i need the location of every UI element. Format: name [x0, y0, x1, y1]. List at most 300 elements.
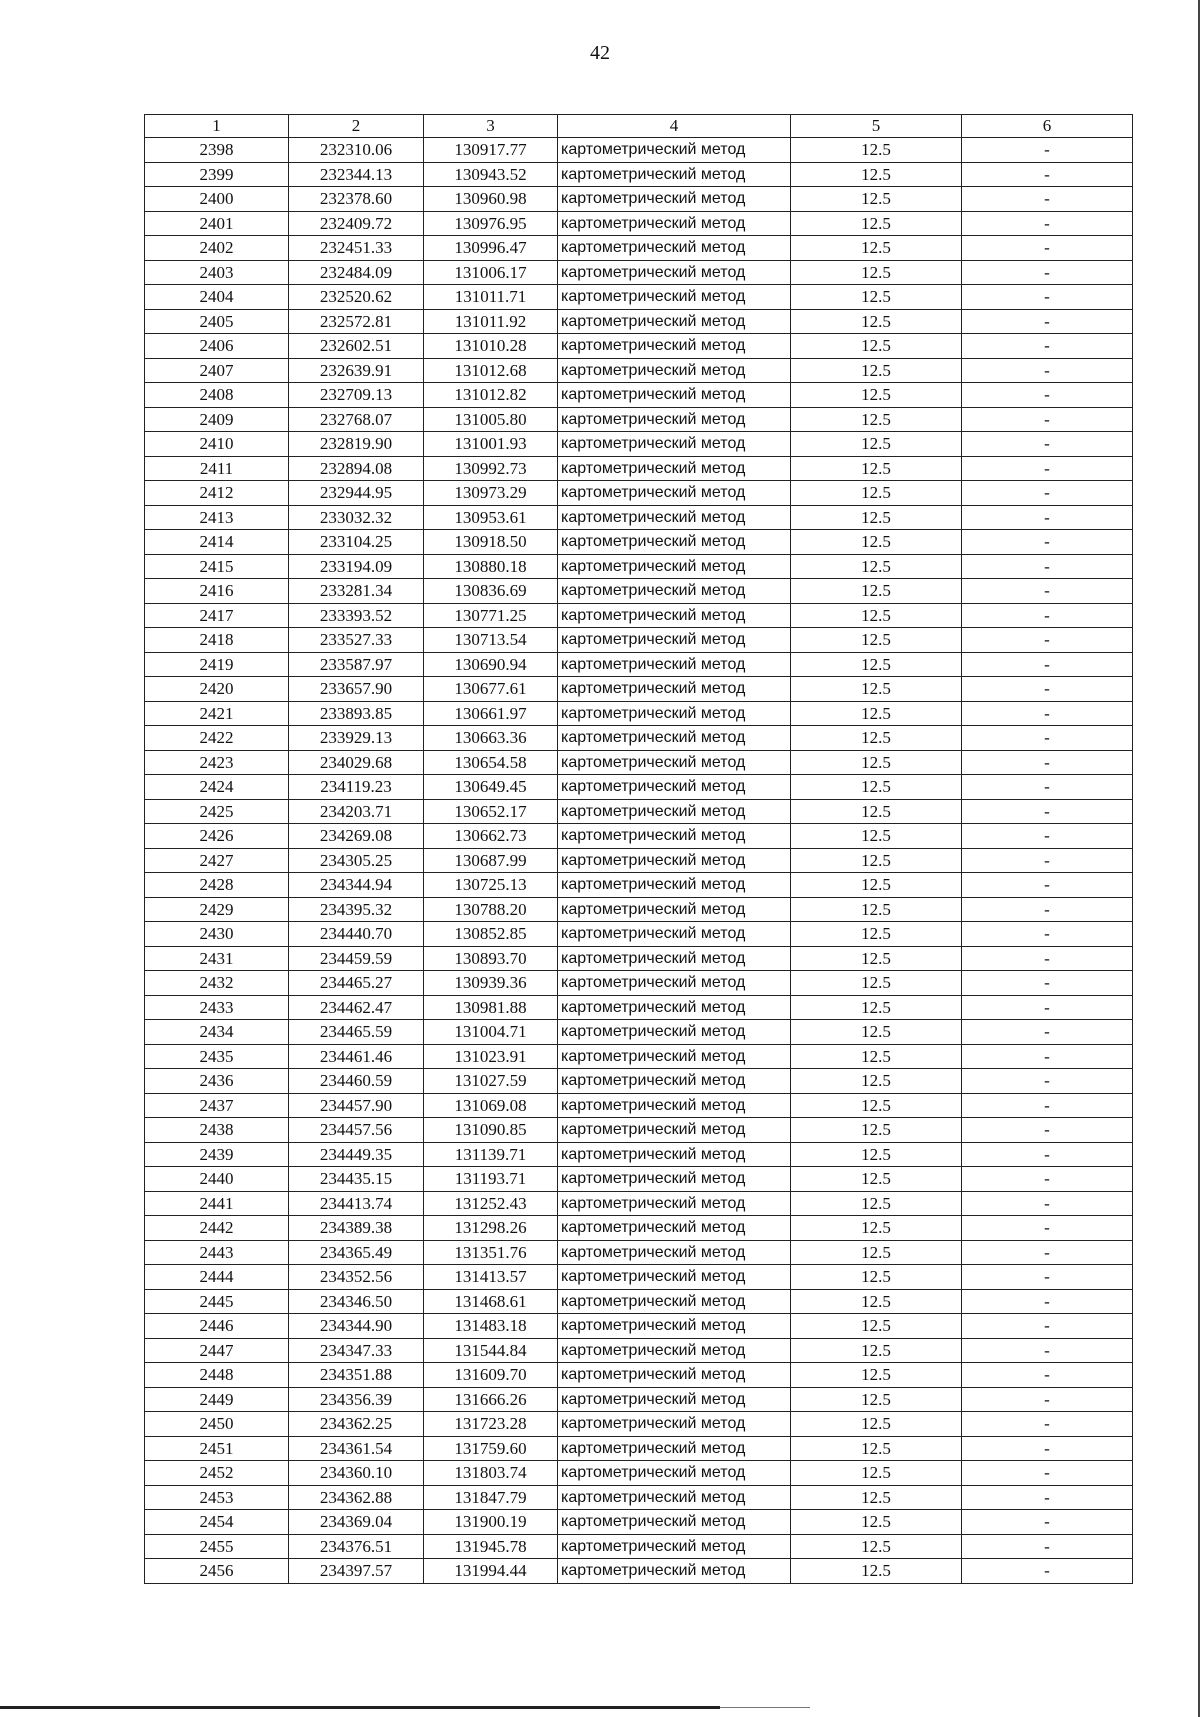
accuracy-cell: 12.5: [791, 775, 962, 800]
x-coordinate-cell: 234413.74: [289, 1191, 424, 1216]
point-number-cell: 2446: [145, 1314, 289, 1339]
x-coordinate-cell: 234362.88: [289, 1485, 424, 1510]
method-cell: картометрический метод: [558, 162, 791, 187]
point-number-cell: 2398: [145, 138, 289, 163]
table-row: [145, 554, 1133, 579]
method-cell: картометрический метод: [558, 579, 791, 604]
y-coordinate-cell: 131012.82: [424, 383, 558, 408]
table-row: [145, 1510, 1133, 1535]
column-header-2: 2: [289, 115, 424, 138]
accuracy-cell: 12.5: [791, 726, 962, 751]
y-coordinate-cell: 130690.94: [424, 652, 558, 677]
table-row: [145, 579, 1133, 604]
x-coordinate-cell: 234457.90: [289, 1093, 424, 1118]
note-cell: -: [962, 775, 1133, 800]
point-number-cell: 2454: [145, 1510, 289, 1535]
table-row: [145, 1044, 1133, 1069]
method-cell: картометрический метод: [558, 726, 791, 751]
point-number-cell: 2426: [145, 824, 289, 849]
accuracy-cell: 12.5: [791, 1559, 962, 1584]
x-coordinate-cell: 234029.68: [289, 750, 424, 775]
note-cell: -: [962, 456, 1133, 481]
method-cell: картометрический метод: [558, 897, 791, 922]
point-number-cell: 2451: [145, 1436, 289, 1461]
table-row: [145, 358, 1133, 383]
note-cell: -: [962, 1069, 1133, 1094]
column-header-5: 5: [791, 115, 962, 138]
x-coordinate-cell: 233657.90: [289, 677, 424, 702]
method-cell: картометрический метод: [558, 750, 791, 775]
point-number-cell: 2419: [145, 652, 289, 677]
method-cell: картометрический метод: [558, 1289, 791, 1314]
accuracy-cell: 12.5: [791, 1020, 962, 1045]
point-number-cell: 2436: [145, 1069, 289, 1094]
table-row: [145, 1167, 1133, 1192]
x-coordinate-cell: 232602.51: [289, 334, 424, 359]
table-row: [145, 138, 1133, 163]
note-cell: -: [962, 530, 1133, 555]
note-cell: -: [962, 1167, 1133, 1192]
point-number-cell: 2444: [145, 1265, 289, 1290]
point-number-cell: 2413: [145, 505, 289, 530]
accuracy-cell: 12.5: [791, 1216, 962, 1241]
note-cell: -: [962, 1338, 1133, 1363]
note-cell: -: [962, 1363, 1133, 1388]
accuracy-cell: 12.5: [791, 1534, 962, 1559]
x-coordinate-cell: 234369.04: [289, 1510, 424, 1535]
x-coordinate-cell: 234449.35: [289, 1142, 424, 1167]
accuracy-cell: 12.5: [791, 285, 962, 310]
table-row: [145, 971, 1133, 996]
table-row: [145, 1436, 1133, 1461]
y-coordinate-cell: 131193.71: [424, 1167, 558, 1192]
note-cell: -: [962, 309, 1133, 334]
x-coordinate-cell: 234347.33: [289, 1338, 424, 1363]
note-cell: -: [962, 1412, 1133, 1437]
accuracy-cell: 12.5: [791, 334, 962, 359]
method-cell: картометрический метод: [558, 1240, 791, 1265]
note-cell: -: [962, 1510, 1133, 1535]
note-cell: -: [962, 358, 1133, 383]
y-coordinate-cell: 131010.28: [424, 334, 558, 359]
y-coordinate-cell: 131413.57: [424, 1265, 558, 1290]
y-coordinate-cell: 130880.18: [424, 554, 558, 579]
y-coordinate-cell: 131945.78: [424, 1534, 558, 1559]
x-coordinate-cell: 234344.90: [289, 1314, 424, 1339]
method-cell: картометрический метод: [558, 334, 791, 359]
accuracy-cell: 12.5: [791, 579, 962, 604]
accuracy-cell: 12.5: [791, 1167, 962, 1192]
accuracy-cell: 12.5: [791, 799, 962, 824]
y-coordinate-cell: 130663.36: [424, 726, 558, 751]
table-row: [145, 236, 1133, 261]
note-cell: -: [962, 799, 1133, 824]
method-cell: картометрический метод: [558, 1093, 791, 1118]
note-cell: -: [962, 1240, 1133, 1265]
point-number-cell: 2442: [145, 1216, 289, 1241]
accuracy-cell: 12.5: [791, 628, 962, 653]
note-cell: -: [962, 162, 1133, 187]
note-cell: -: [962, 1314, 1133, 1339]
accuracy-cell: 12.5: [791, 1093, 962, 1118]
table-row: [145, 309, 1133, 334]
accuracy-cell: 12.5: [791, 1191, 962, 1216]
table-row: [145, 726, 1133, 751]
page-number: 42: [590, 42, 610, 64]
x-coordinate-cell: 232409.72: [289, 211, 424, 236]
x-coordinate-cell: 234344.94: [289, 873, 424, 898]
table-row: [145, 1412, 1133, 1437]
method-cell: картометрический метод: [558, 1534, 791, 1559]
x-coordinate-cell: 234465.27: [289, 971, 424, 996]
x-coordinate-cell: 234356.39: [289, 1387, 424, 1412]
x-coordinate-cell: 234351.88: [289, 1363, 424, 1388]
table-body: [145, 138, 1133, 1584]
table-row: [145, 407, 1133, 432]
y-coordinate-cell: 130893.70: [424, 946, 558, 971]
note-cell: -: [962, 1044, 1133, 1069]
y-coordinate-cell: 131483.18: [424, 1314, 558, 1339]
scan-edge-line-faint: [720, 1707, 810, 1708]
point-number-cell: 2428: [145, 873, 289, 898]
y-coordinate-cell: 130771.25: [424, 603, 558, 628]
point-number-cell: 2456: [145, 1559, 289, 1584]
accuracy-cell: 12.5: [791, 162, 962, 187]
table-row: [145, 1314, 1133, 1339]
table-row: [145, 481, 1133, 506]
column-header-4: 4: [558, 115, 791, 138]
table-row: [145, 1240, 1133, 1265]
table-row: [145, 1265, 1133, 1290]
x-coordinate-cell: 232894.08: [289, 456, 424, 481]
table-row: [145, 848, 1133, 873]
y-coordinate-cell: 130973.29: [424, 481, 558, 506]
accuracy-cell: 12.5: [791, 922, 962, 947]
method-cell: картометрический метод: [558, 187, 791, 212]
method-cell: картометрический метод: [558, 1363, 791, 1388]
y-coordinate-cell: 131847.79: [424, 1485, 558, 1510]
method-cell: картометрический метод: [558, 995, 791, 1020]
method-cell: картометрический метод: [558, 530, 791, 555]
method-cell: картометрический метод: [558, 456, 791, 481]
method-cell: картометрический метод: [558, 432, 791, 457]
table-row: [145, 1191, 1133, 1216]
y-coordinate-cell: 130687.99: [424, 848, 558, 873]
note-cell: -: [962, 481, 1133, 506]
method-cell: картометрический метод: [558, 1167, 791, 1192]
x-coordinate-cell: 232944.95: [289, 481, 424, 506]
x-coordinate-cell: 232484.09: [289, 260, 424, 285]
point-number-cell: 2433: [145, 995, 289, 1020]
x-coordinate-cell: 234440.70: [289, 922, 424, 947]
accuracy-cell: 12.5: [791, 309, 962, 334]
y-coordinate-cell: 130943.52: [424, 162, 558, 187]
table-row: [145, 211, 1133, 236]
y-coordinate-cell: 131069.08: [424, 1093, 558, 1118]
y-coordinate-cell: 131298.26: [424, 1216, 558, 1241]
y-coordinate-cell: 130996.47: [424, 236, 558, 261]
point-number-cell: 2403: [145, 260, 289, 285]
accuracy-cell: 12.5: [791, 383, 962, 408]
x-coordinate-cell: 234462.47: [289, 995, 424, 1020]
accuracy-cell: 12.5: [791, 1363, 962, 1388]
x-coordinate-cell: 234365.49: [289, 1240, 424, 1265]
y-coordinate-cell: 130976.95: [424, 211, 558, 236]
table-row: [145, 383, 1133, 408]
note-cell: -: [962, 652, 1133, 677]
table-row: [145, 652, 1133, 677]
table-row: [145, 1363, 1133, 1388]
accuracy-cell: 12.5: [791, 187, 962, 212]
y-coordinate-cell: 131994.44: [424, 1559, 558, 1584]
table-header-row: [145, 115, 1133, 138]
y-coordinate-cell: 131011.92: [424, 309, 558, 334]
x-coordinate-cell: 232520.62: [289, 285, 424, 310]
note-cell: -: [962, 726, 1133, 751]
table-row: [145, 1069, 1133, 1094]
accuracy-cell: 12.5: [791, 138, 962, 163]
accuracy-cell: 12.5: [791, 260, 962, 285]
y-coordinate-cell: 131027.59: [424, 1069, 558, 1094]
accuracy-cell: 12.5: [791, 432, 962, 457]
method-cell: картометрический метод: [558, 481, 791, 506]
method-cell: картометрический метод: [558, 824, 791, 849]
point-number-cell: 2422: [145, 726, 289, 751]
x-coordinate-cell: 233194.09: [289, 554, 424, 579]
y-coordinate-cell: 131252.43: [424, 1191, 558, 1216]
point-number-cell: 2412: [145, 481, 289, 506]
method-cell: картометрический метод: [558, 1314, 791, 1339]
y-coordinate-cell: 130960.98: [424, 187, 558, 212]
x-coordinate-cell: 233587.97: [289, 652, 424, 677]
y-coordinate-cell: 130981.88: [424, 995, 558, 1020]
note-cell: -: [962, 677, 1133, 702]
x-coordinate-cell: 232451.33: [289, 236, 424, 261]
x-coordinate-cell: 234457.56: [289, 1118, 424, 1143]
note-cell: -: [962, 1387, 1133, 1412]
method-cell: картометрический метод: [558, 1020, 791, 1045]
y-coordinate-cell: 130662.73: [424, 824, 558, 849]
accuracy-cell: 12.5: [791, 677, 962, 702]
accuracy-cell: 12.5: [791, 236, 962, 261]
note-cell: -: [962, 897, 1133, 922]
point-number-cell: 2453: [145, 1485, 289, 1510]
note-cell: -: [962, 1142, 1133, 1167]
x-coordinate-cell: 234395.32: [289, 897, 424, 922]
accuracy-cell: 12.5: [791, 1338, 962, 1363]
accuracy-cell: 12.5: [791, 1461, 962, 1486]
point-number-cell: 2416: [145, 579, 289, 604]
table-row: [145, 677, 1133, 702]
scan-edge-line: [0, 1706, 720, 1709]
note-cell: -: [962, 554, 1133, 579]
x-coordinate-cell: 233929.13: [289, 726, 424, 751]
accuracy-cell: 12.5: [791, 1265, 962, 1290]
table-row: [145, 456, 1133, 481]
y-coordinate-cell: 131012.68: [424, 358, 558, 383]
table-row: [145, 285, 1133, 310]
y-coordinate-cell: 131803.74: [424, 1461, 558, 1486]
table-row: [145, 1020, 1133, 1045]
table-row: [145, 1142, 1133, 1167]
note-cell: -: [962, 873, 1133, 898]
x-coordinate-cell: 234361.54: [289, 1436, 424, 1461]
note-cell: -: [962, 1265, 1133, 1290]
note-cell: -: [962, 995, 1133, 1020]
method-cell: картометрический метод: [558, 358, 791, 383]
point-number-cell: 2439: [145, 1142, 289, 1167]
x-coordinate-cell: 232572.81: [289, 309, 424, 334]
table-row: [145, 1534, 1133, 1559]
method-cell: картометрический метод: [558, 1265, 791, 1290]
x-coordinate-cell: 233893.85: [289, 701, 424, 726]
accuracy-cell: 12.5: [791, 481, 962, 506]
y-coordinate-cell: 131900.19: [424, 1510, 558, 1535]
accuracy-cell: 12.5: [791, 1044, 962, 1069]
note-cell: -: [962, 824, 1133, 849]
note-cell: -: [962, 1093, 1133, 1118]
method-cell: картометрический метод: [558, 285, 791, 310]
y-coordinate-cell: 130649.45: [424, 775, 558, 800]
y-coordinate-cell: 131759.60: [424, 1436, 558, 1461]
note-cell: -: [962, 432, 1133, 457]
y-coordinate-cell: 130917.77: [424, 138, 558, 163]
note-cell: -: [962, 407, 1133, 432]
y-coordinate-cell: 130725.13: [424, 873, 558, 898]
method-cell: картометрический метод: [558, 677, 791, 702]
accuracy-cell: 12.5: [791, 652, 962, 677]
table-row: [145, 775, 1133, 800]
y-coordinate-cell: 130661.97: [424, 701, 558, 726]
note-cell: -: [962, 1534, 1133, 1559]
point-number-cell: 2408: [145, 383, 289, 408]
x-coordinate-cell: 233393.52: [289, 603, 424, 628]
y-coordinate-cell: 130836.69: [424, 579, 558, 604]
column-header-6: 6: [962, 115, 1133, 138]
note-cell: -: [962, 628, 1133, 653]
point-number-cell: 2434: [145, 1020, 289, 1045]
point-number-cell: 2424: [145, 775, 289, 800]
x-coordinate-cell: 232310.06: [289, 138, 424, 163]
y-coordinate-cell: 131468.61: [424, 1289, 558, 1314]
method-cell: картометрический метод: [558, 138, 791, 163]
point-number-cell: 2430: [145, 922, 289, 947]
y-coordinate-cell: 131609.70: [424, 1363, 558, 1388]
point-number-cell: 2448: [145, 1363, 289, 1388]
x-coordinate-cell: 233032.32: [289, 505, 424, 530]
coordinates-table: [144, 114, 1133, 1584]
x-coordinate-cell: 234376.51: [289, 1534, 424, 1559]
x-coordinate-cell: 232819.90: [289, 432, 424, 457]
table-row: [145, 1118, 1133, 1143]
y-coordinate-cell: 130677.61: [424, 677, 558, 702]
point-number-cell: 2401: [145, 211, 289, 236]
accuracy-cell: 12.5: [791, 750, 962, 775]
accuracy-cell: 12.5: [791, 1118, 962, 1143]
table-row: [145, 187, 1133, 212]
point-number-cell: 2441: [145, 1191, 289, 1216]
column-header-1: 1: [145, 115, 289, 138]
accuracy-cell: 12.5: [791, 995, 962, 1020]
method-cell: картометрический метод: [558, 603, 791, 628]
x-coordinate-cell: 234389.38: [289, 1216, 424, 1241]
table-row: [145, 799, 1133, 824]
y-coordinate-cell: 131011.71: [424, 285, 558, 310]
table-row: [145, 1338, 1133, 1363]
note-cell: -: [962, 1436, 1133, 1461]
point-number-cell: 2452: [145, 1461, 289, 1486]
y-coordinate-cell: 130939.36: [424, 971, 558, 996]
accuracy-cell: 12.5: [791, 873, 962, 898]
x-coordinate-cell: 232344.13: [289, 162, 424, 187]
point-number-cell: 2414: [145, 530, 289, 555]
accuracy-cell: 12.5: [791, 1069, 962, 1094]
accuracy-cell: 12.5: [791, 1387, 962, 1412]
note-cell: -: [962, 236, 1133, 261]
accuracy-cell: 12.5: [791, 1314, 962, 1339]
point-number-cell: 2406: [145, 334, 289, 359]
y-coordinate-cell: 131090.85: [424, 1118, 558, 1143]
method-cell: картометрический метод: [558, 260, 791, 285]
table-row: [145, 1387, 1133, 1412]
y-coordinate-cell: 130918.50: [424, 530, 558, 555]
method-cell: картометрический метод: [558, 652, 791, 677]
x-coordinate-cell: 232639.91: [289, 358, 424, 383]
y-coordinate-cell: 130713.54: [424, 628, 558, 653]
table-row: [145, 530, 1133, 555]
point-number-cell: 2455: [145, 1534, 289, 1559]
point-number-cell: 2450: [145, 1412, 289, 1437]
point-number-cell: 2420: [145, 677, 289, 702]
table-row: [145, 1461, 1133, 1486]
x-coordinate-cell: 234352.56: [289, 1265, 424, 1290]
x-coordinate-cell: 233104.25: [289, 530, 424, 555]
accuracy-cell: 12.5: [791, 456, 962, 481]
point-number-cell: 2409: [145, 407, 289, 432]
method-cell: картометрический метод: [558, 1510, 791, 1535]
table-row: [145, 432, 1133, 457]
note-cell: -: [962, 1485, 1133, 1510]
accuracy-cell: 12.5: [791, 701, 962, 726]
y-coordinate-cell: 131023.91: [424, 1044, 558, 1069]
point-number-cell: 2411: [145, 456, 289, 481]
x-coordinate-cell: 232378.60: [289, 187, 424, 212]
x-coordinate-cell: 234397.57: [289, 1559, 424, 1584]
method-cell: картометрический метод: [558, 701, 791, 726]
note-cell: -: [962, 138, 1133, 163]
accuracy-cell: 12.5: [791, 1510, 962, 1535]
method-cell: картометрический метод: [558, 211, 791, 236]
note-cell: -: [962, 334, 1133, 359]
accuracy-cell: 12.5: [791, 530, 962, 555]
method-cell: картометрический метод: [558, 799, 791, 824]
accuracy-cell: 12.5: [791, 554, 962, 579]
accuracy-cell: 12.5: [791, 1485, 962, 1510]
y-coordinate-cell: 131544.84: [424, 1338, 558, 1363]
note-cell: -: [962, 260, 1133, 285]
accuracy-cell: 12.5: [791, 358, 962, 383]
y-coordinate-cell: 130992.73: [424, 456, 558, 481]
method-cell: картометрический метод: [558, 775, 791, 800]
x-coordinate-cell: 234360.10: [289, 1461, 424, 1486]
method-cell: картометрический метод: [558, 1387, 791, 1412]
note-cell: -: [962, 579, 1133, 604]
point-number-cell: 2427: [145, 848, 289, 873]
table-row: [145, 750, 1133, 775]
x-coordinate-cell: 234461.46: [289, 1044, 424, 1069]
y-coordinate-cell: 131139.71: [424, 1142, 558, 1167]
point-number-cell: 2431: [145, 946, 289, 971]
